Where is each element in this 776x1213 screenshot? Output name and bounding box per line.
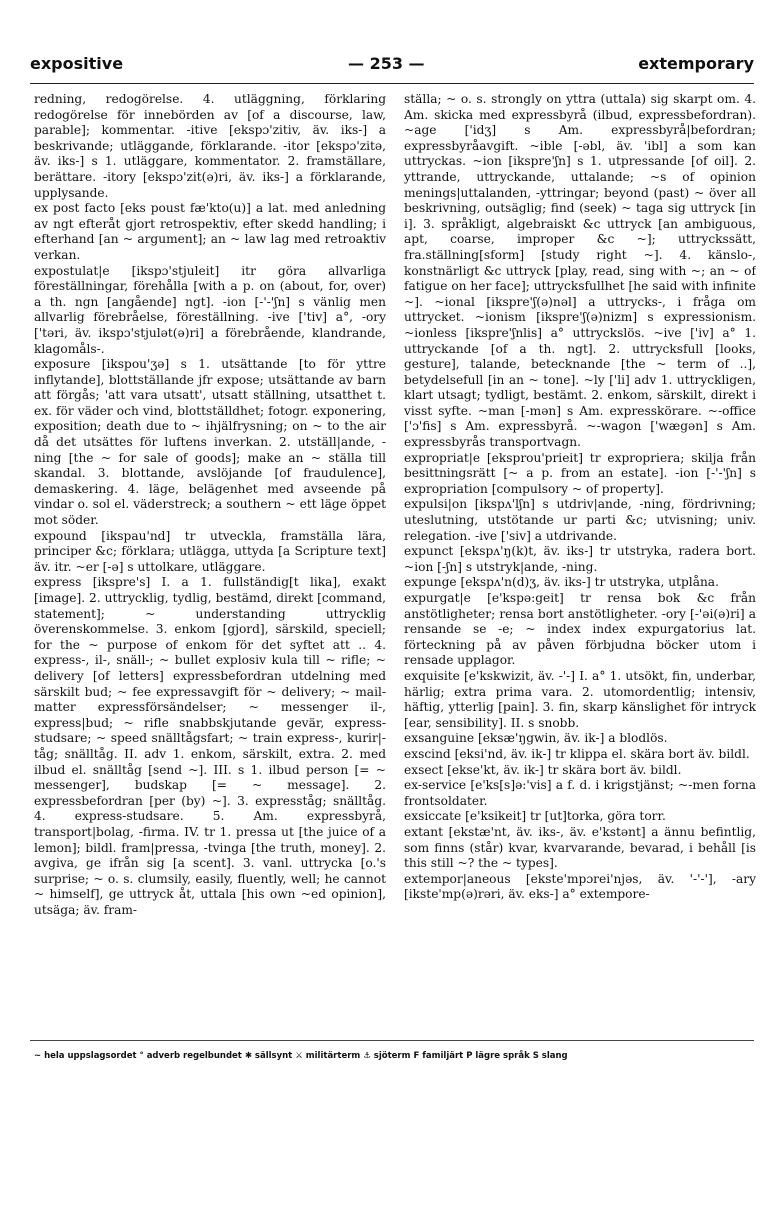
entry-exposure: exposure [ikspou'ʒə] s 1. utsättande [to för yttre inflytande], blottställande jfr expose; utsättande av barn att förgås; 'att vara utsatt', utsatt ställning, utsatthet t. ex. för väder och vind, blottställdhet; fotogr. exponering, exposition; death due to ~ ihjälfrysning; on ~ to the air då det utsättes för luftens inverkan. 2. utställ|ande, -ning [the ~ for sale of goods]; make an ~ ställa till skandal. 3. blottande, avslöjande [of fraudulence], demaskering. 4. läge, belägenhet med avseende på vindar o. sol el. väderstreck; a southern ~ ett läge öppet mot söder. <box>34 357 386 528</box>
header-rule <box>30 83 754 84</box>
left-column <box>34 92 386 1032</box>
entry-ex-post-facto: ex post facto [eks poust fæ'kto(u)] a lat. med anledning av ngt efteråt gjort retrospektiv, efter skedd handling; i efterhand [an ~ argument]; an ~ law lag med retroaktiv verkan. <box>34 201 386 262</box>
footer-rule <box>30 1040 754 1041</box>
entry-expound: expound [ikspau'nd] tr utveckla, framställa lära, principer &c; förklara; utlägga, uttyda [a Scripture text] äv. itr. ~er [-ə] s uttolkare, utläggare. <box>34 528 386 574</box>
entry-expurgate: expurgat|e [e'kspə:geit] tr rensa bok &c från anstötligheter; rensa bort anstötligheter. -ory [-'əi(ə)ri] a rensande se -e; ~ index index expurgatorius lat. förteckning på av påven förbjudna böcker utom i rensade upplagor. <box>404 591 756 668</box>
entry-expositive-cont: redning, redogörelse. 4. utläggning, förklaring redogörelse för innebörden av [of a discourse, law, parable]; kommentar. -itive [ekspɔ'zitiv, äv. iks-] a beskrivande; utläggande, förklarande. -itor [ekspɔ'zitə, äv. iks-] s 1. utläggare, kommentator. 2. framställare, berättare. -itory [ekspɔ'zit(ə)ri, äv. iks-] a förklarande, upplysande. <box>34 92 386 200</box>
entry-expunct: expunct [ekspʌ'ŋ(k)t, äv. iks-] tr utstryka, radera bort. ~ion [-ʃn] s utstryk|ande, -ning. <box>404 544 756 574</box>
entry-express: express [ikspre's] I. a 1. fullständig[t lika], exakt [image]. 2. uttrycklig, tydlig, bestämd, direkt [command, statement]; ~ understanding uttrycklig överenskommelse. 3. enkom [gjord], särskild, speciell; for the ~ purpose of enkom för det syftet att .. 4. express-, il-, snäll-; ~ bullet explosiv kula till ~ rifle; ~ delivery [of letters] expressbefordran utdelning med särskilt bud; ~ fee expressavgift för ~ delivery; ~ mail-matter expressförsändelser; ~ messenger il-, express|bud; ~ rifle snabbskjutande gevär, express-studsare; ~ speed snälltågsfart; ~ train express-, kurir|-tåg; snälltåg. II. adv 1. enkom, särskilt, extra. 2. med ilbud el. snälltåg [send ~]. III. s 1. ilbud person [= ~ messenger], budskap [= ~ message]. 2. expressbefordran [per (by) ~]. 3. expresståg; snälltåg. 4. express-studsare. 5. Am. expressbyrå, transport|bolag, -firma. IV. tr 1. pressa ut [the juice of a lemon]; bildl. fram|pressa, -tvinga [the truth, money]. 2. avgiva, ge ifrån sig [a scent]. 3. vanl. uttrycka [o.'s surprise; ~ o. s. clumsily, easily, fluently, well; he cannot ~ himself], ge uttryck åt, uttala [his own ~ed opinion], utsäga; äv. fram- <box>34 575 386 917</box>
entry-exsiccate: exsiccate [e'ksikeit] tr [ut]torka, göra torr. <box>404 809 666 824</box>
right-guide-word: extemporary <box>638 54 754 73</box>
entry-exsanguine: exsanguine [eksæ'ŋgwin, äv. ik-] a blodlös. <box>404 731 668 746</box>
entry-expropriate: expropriat|e [eksprou'prieit] tr expropriera; skilja från besittningsrätt [~ a p. from an estate]. -ion [-'-'ʃn] s expropriation [compulsory ~ of property]. <box>404 450 756 496</box>
dictionary-columns <box>34 92 756 1032</box>
entry-extant: extant [ekstæ'nt, äv. iks-, äv. e'kstənt] a ännu befintlig, som finns (står) kvar, kvarvarande, bevarad, i behåll [is this still ~? the ~ types]. <box>404 824 756 871</box>
entry-express-cont: ställa; ~ o. s. strongly on yttra (uttala) sig skarpt om. 4. Am. skicka med expressbyrå (ilbud, expressbefordran). ~age ['idʒ] s Am. expressbyrå|befordran; expressbyråavgift. ~ible [-əbl, äv. 'ibl] a som kan uttryckas. ~ion [ikspre'ʃn] s 1. utpressande [of oil]. 2. yttrande, uttryckande, uttalande; ~s of opinion menings|uttalanden, -yttringar; beyond (past) ~ över all beskrivning, outsäglig; find (seek) ~ taga sig uttryck [in i]. 3. språkligt, algebraiskt &c uttryck [an ambiguous, apt, coarse, improper &c ~]; uttryckssätt, fra.ställning[sform] [study right ~]. 4. känslo-, konstnärligt &c uttryck [play, read, sing with ~; an ~ of fatigue on her face]; uttrycksfullhet [he said with infinite ~]. ~ional [ikspre'ʃ(ə)nəl] a uttrycks-, i fråga om uttrycket. ~ionism [ikspre'ʃ(ə)nizm] s expressionism. ~ionless [ikspre'ʃnlis] a° uttryckslös. ~ive ['iv] a° 1. uttryckande [of a th. ngt]. 2. uttrycksfull [looks, gesture], talande, betecknande [the ~ term of ..], betydelsefull [in an ~ tone]. ~ly ['li] adv 1. uttryckligen, klart utsagt; tydligt, bestämt. 2. enkom, särskilt, direkt i visst syfte. ~man [-mən] s Am. expresskörare. ~-office ['ɔ'fis] s Am. expressbyrå. ~-wagon ['wægən] s Am. expressbyrås transportvagn. <box>404 92 756 450</box>
entry-expulsion: expulsi|on [ikspʌ'lʃn] s utdriv|ande, -ning, fördrivning; uteslutning, utstötande ur parti &c; utvisning; univ. relegation. -ive ['siv] a utdrivande. <box>404 497 756 543</box>
entry-exscind: exscind [eksi'nd, äv. ik-] tr klippa el. skära bort äv. bildl. <box>404 746 750 761</box>
entry-extemporaneous: extempor|aneous [ekste'mpɔrei'njəs, äv. '-'-'], -ary [ikste'mp(ə)rəri, äv. eks-] a° extempore- <box>404 871 756 902</box>
entry-ex-service: ex-service [e'ks[s]ə:'vis] a f. d. i krigstjänst; ~-men forna frontsoldater. <box>404 778 756 808</box>
right-column <box>404 92 756 1032</box>
symbol-legend: ~ hela uppslagsordet ° adverb regelbundet ✱ sällsynt ⚔ militärterm ⚓ sjöterm F familjärt P lägre språk S slang <box>34 1051 568 1061</box>
entry-exsect: exsect [ekse'kt, äv. ik-] tr skära bort äv. bildl. <box>404 762 682 777</box>
left-guide-word: expositive <box>30 54 124 73</box>
page-number: — 253 — <box>348 54 425 73</box>
page-header <box>30 54 754 82</box>
entry-expostulate: expostulat|e [ikspɔ'stjuleit] itr göra allvarliga föreställningar, förehålla [with a p. on (about, for, over) a th. ngn [angående] ngt]. -ion [-'-'ʃn] s vänlig men allvarlig förebråelse, föreställning. -ive ['tiv] a°, -ory ['təri, äv. ikspɔ'stjulət(ə)ri] a förebrående, klandrande, klagomåls-. <box>34 263 386 356</box>
entry-exquisite: exquisite [e'kskwizit, äv. -'-] I. a° 1. utsökt, fin, underbar, härlig; extra prima vara. 2. utomordentlig; intensiv, häftig, ytterlig [pain]. 3. fin, skarp känslighet för intryck [ear, sensibility]. II. s snobb. <box>404 668 756 730</box>
entry-expunge: expunge [ekspʌ'n(d)ʒ, äv. iks-] tr utstryka, utplåna. <box>404 575 719 590</box>
